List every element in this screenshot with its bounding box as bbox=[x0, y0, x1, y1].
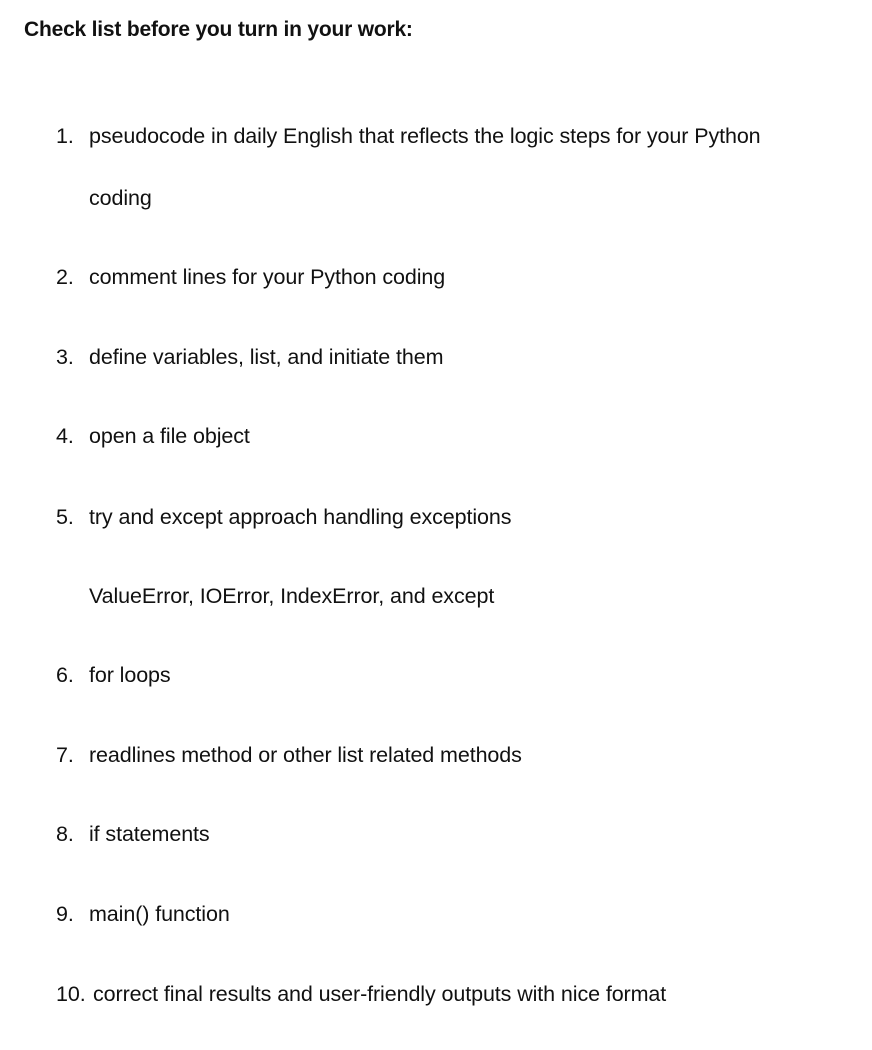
item-text: open a file object bbox=[89, 424, 250, 448]
item-text: for loops bbox=[89, 663, 171, 687]
item-number: 6. bbox=[56, 663, 74, 687]
item-number: 1. bbox=[56, 124, 74, 148]
item-text: define variables, list, and initiate them bbox=[89, 345, 444, 369]
item-text: correct final results and user-friendly outputs with nice format bbox=[93, 982, 667, 1006]
item-number: 7. bbox=[56, 743, 74, 767]
item-number: 9. bbox=[56, 902, 74, 926]
checklist-heading: Check list before you turn in your work: bbox=[24, 18, 413, 41]
item-text: main() function bbox=[89, 902, 230, 926]
item-text: if statements bbox=[89, 822, 210, 846]
item-text: comment lines for your Python coding bbox=[89, 265, 446, 289]
item-text: pseudocode in daily English that reflects the logic steps for your Python bbox=[89, 124, 761, 148]
item-number: 10. bbox=[56, 982, 86, 1006]
item-number: 3. bbox=[56, 345, 74, 369]
item-number: 8. bbox=[56, 822, 74, 846]
item-text: try and except approach handling exceptions bbox=[89, 505, 512, 529]
item-text: readlines method or other list related methods bbox=[89, 743, 522, 767]
item-number: 2. bbox=[56, 265, 74, 289]
item-continuation-text: ValueError, IOError, IndexError, and except bbox=[89, 584, 495, 608]
item-continuation-text: coding bbox=[89, 186, 152, 210]
item-number: 5. bbox=[56, 505, 74, 529]
item-number: 4. bbox=[56, 424, 74, 448]
